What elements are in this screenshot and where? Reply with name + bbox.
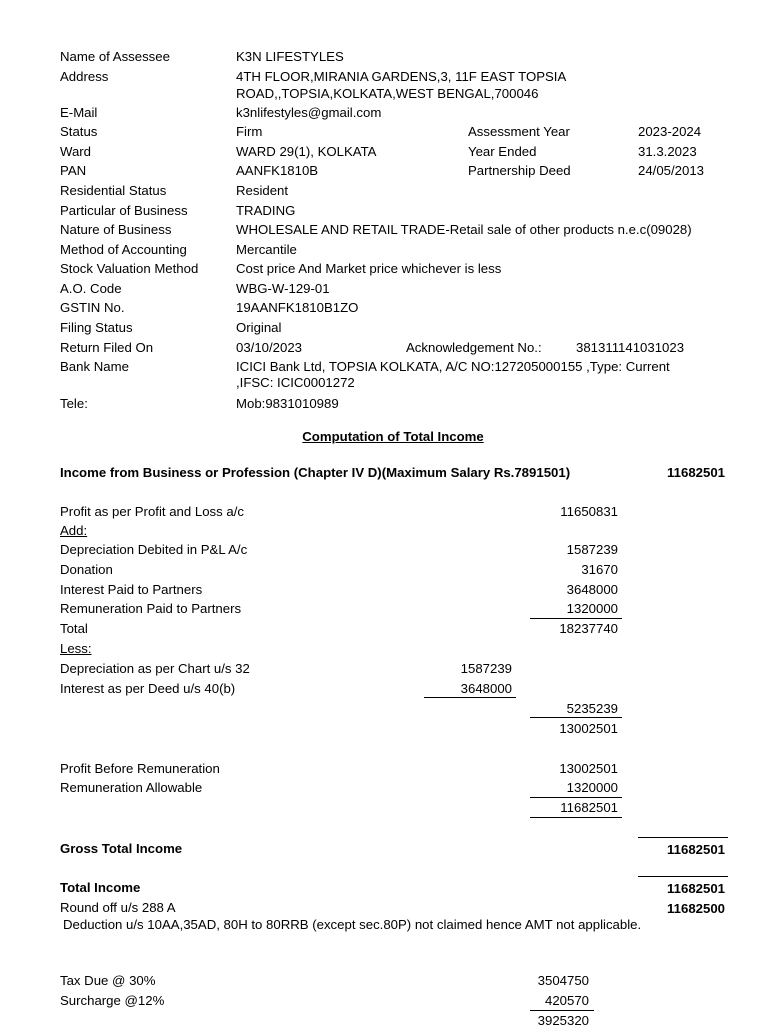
less-total: 5235239 bbox=[566, 701, 618, 716]
status-value: Firm bbox=[236, 124, 263, 139]
tax-due-value: 3504750 bbox=[537, 973, 589, 988]
ao-code-value: WBG-W-129-01 bbox=[236, 281, 330, 296]
section-heading: Income from Business or Profession (Chapter IV D)(Maximum Salary Rs.7891501) bbox=[60, 465, 571, 480]
total-label: Total bbox=[60, 621, 88, 636]
pan-label: PAN bbox=[60, 163, 87, 178]
profit-before-remuneration-label: Profit Before Remuneration bbox=[60, 761, 220, 776]
add-item-value: 1587239 bbox=[566, 542, 618, 557]
email-value: k3nlifestyles@gmail.com bbox=[236, 105, 382, 120]
less-total-underline bbox=[530, 717, 622, 718]
address-line1: 4TH FLOOR,MIRANIA GARDENS,3, 11F EAST TOPSIA bbox=[236, 69, 567, 84]
acknowledgement-label: Acknowledgement No.: bbox=[406, 340, 542, 355]
add-item-label: Interest Paid to Partners bbox=[60, 582, 203, 597]
tele-label: Tele: bbox=[60, 396, 88, 411]
add-underline bbox=[530, 618, 622, 619]
ward-value: WARD 29(1), KOLKATA bbox=[236, 144, 377, 159]
partnership-deed-value: 24/05/2013 bbox=[638, 163, 705, 178]
round-off-label: Round off u/s 288 A bbox=[60, 900, 176, 915]
total-income-overline bbox=[638, 876, 728, 877]
method-of-accounting-value: Mercantile bbox=[236, 242, 297, 257]
method-of-accounting-label: Method of Accounting bbox=[60, 242, 187, 257]
assessment-year-label: Assessment Year bbox=[468, 124, 570, 139]
surcharge-underline bbox=[530, 1010, 594, 1011]
address-line2: ROAD,,TOPSIA,KOLKATA,WEST BENGAL,700046 bbox=[236, 86, 539, 101]
particular-of-business-value: TRADING bbox=[236, 203, 296, 218]
add-item-label: Donation bbox=[60, 562, 113, 577]
return-filed-on-value: 03/10/2023 bbox=[236, 340, 303, 355]
year-ended-value: 31.3.2023 bbox=[638, 144, 697, 159]
bank-line1: ICICI Bank Ltd, TOPSIA KOLKATA, A/C NO:127205000155 ,Type: Current bbox=[236, 359, 670, 374]
gross-total-income-value: 11682501 bbox=[667, 842, 725, 857]
residential-status-value: Resident bbox=[236, 183, 289, 198]
name-value: K3N LIFESTYLES bbox=[236, 49, 344, 64]
gstin-value: 19AANFK1810B1ZO bbox=[236, 300, 359, 315]
profit-value: 11650831 bbox=[560, 504, 618, 519]
tele-value: Mob:9831010989 bbox=[236, 396, 339, 411]
partnership-deed-label: Partnership Deed bbox=[468, 163, 571, 178]
gstin-label: GSTIN No. bbox=[60, 300, 125, 315]
deduction-note: Deduction u/s 10AA,35AD, 80H to 80RRB (except sec.80P) not claimed hence AMT not applicable. bbox=[63, 917, 642, 932]
assessment-year-value: 2023-2024 bbox=[638, 124, 702, 139]
add-item-label: Depreciation Debited in P&L A/c bbox=[60, 542, 248, 557]
acknowledgement-value: 381311141031023 bbox=[576, 340, 685, 355]
profit-before-remuneration-value: 13002501 bbox=[559, 761, 618, 776]
net-underline bbox=[530, 817, 622, 818]
add-label: Add: bbox=[60, 523, 88, 538]
gross-total-income-label: Gross Total Income bbox=[60, 841, 183, 856]
less-item-label: Depreciation as per Chart u/s 32 bbox=[60, 661, 250, 676]
profit-label: Profit as per Profit and Loss a/c bbox=[60, 504, 244, 519]
bank-name-label: Bank Name bbox=[60, 359, 129, 374]
status-label: Status bbox=[60, 124, 98, 139]
email-label: E-Mail bbox=[60, 105, 98, 120]
add-item-value: 1320000 bbox=[566, 601, 618, 616]
remuneration-allowable-label: Remuneration Allowable bbox=[60, 780, 203, 795]
section-total: 11682501 bbox=[667, 465, 725, 480]
surcharge-label: Surcharge @12% bbox=[60, 993, 165, 1008]
filing-status-label: Filing Status bbox=[60, 320, 133, 335]
remuneration-allowable-value: 1320000 bbox=[566, 780, 618, 795]
less-item-value: 1587239 bbox=[460, 661, 512, 676]
filing-status-value: Original bbox=[236, 320, 282, 335]
computation-title: Computation of Total Income bbox=[302, 429, 484, 444]
stock-valuation-value: Cost price And Market price whichever is less bbox=[236, 261, 502, 276]
bank-line2: ,IFSC: ICIC0001272 bbox=[236, 375, 355, 390]
residential-status-label: Residential Status bbox=[60, 183, 167, 198]
add-item-value: 31670 bbox=[581, 562, 618, 577]
stock-valuation-label: Stock Valuation Method bbox=[60, 261, 199, 276]
return-filed-on-label: Return Filed On bbox=[60, 340, 154, 355]
less-item-label: Interest as per Deed u/s 40(b) bbox=[60, 681, 236, 696]
nature-of-business-label: Nature of Business bbox=[60, 222, 172, 237]
particular-of-business-label: Particular of Business bbox=[60, 203, 188, 218]
ao-code-label: A.O. Code bbox=[60, 281, 122, 296]
tax-subtotal-value: 3925320 bbox=[537, 1013, 589, 1028]
surcharge-value: 420570 bbox=[544, 993, 589, 1008]
remuneration-underline bbox=[530, 797, 622, 798]
less-item-value: 3648000 bbox=[460, 681, 512, 696]
pan-value: AANFK1810B bbox=[236, 163, 319, 178]
less-underline bbox=[424, 697, 516, 698]
name-label: Name of Assessee bbox=[60, 49, 170, 64]
total-income-label: Total Income bbox=[60, 880, 141, 895]
gti-overline bbox=[638, 837, 728, 838]
tax-due-label: Tax Due @ 30% bbox=[60, 973, 156, 988]
round-off-value: 11682500 bbox=[667, 901, 725, 916]
ward-label: Ward bbox=[60, 144, 92, 159]
add-item-value: 3648000 bbox=[566, 582, 618, 597]
total-value: 18237740 bbox=[559, 621, 618, 636]
nature-of-business-value: WHOLESALE AND RETAIL TRADE-Retail sale of other products n.e.c(09028) bbox=[236, 222, 692, 237]
less-label: Less: bbox=[60, 641, 92, 656]
year-ended-label: Year Ended bbox=[468, 144, 537, 159]
total-income-value: 11682501 bbox=[667, 881, 725, 896]
add-item-label: Remuneration Paid to Partners bbox=[60, 601, 242, 616]
net-business-income: 11682501 bbox=[560, 800, 618, 815]
after-less-value: 13002501 bbox=[559, 721, 618, 736]
address-label: Address bbox=[60, 69, 109, 84]
